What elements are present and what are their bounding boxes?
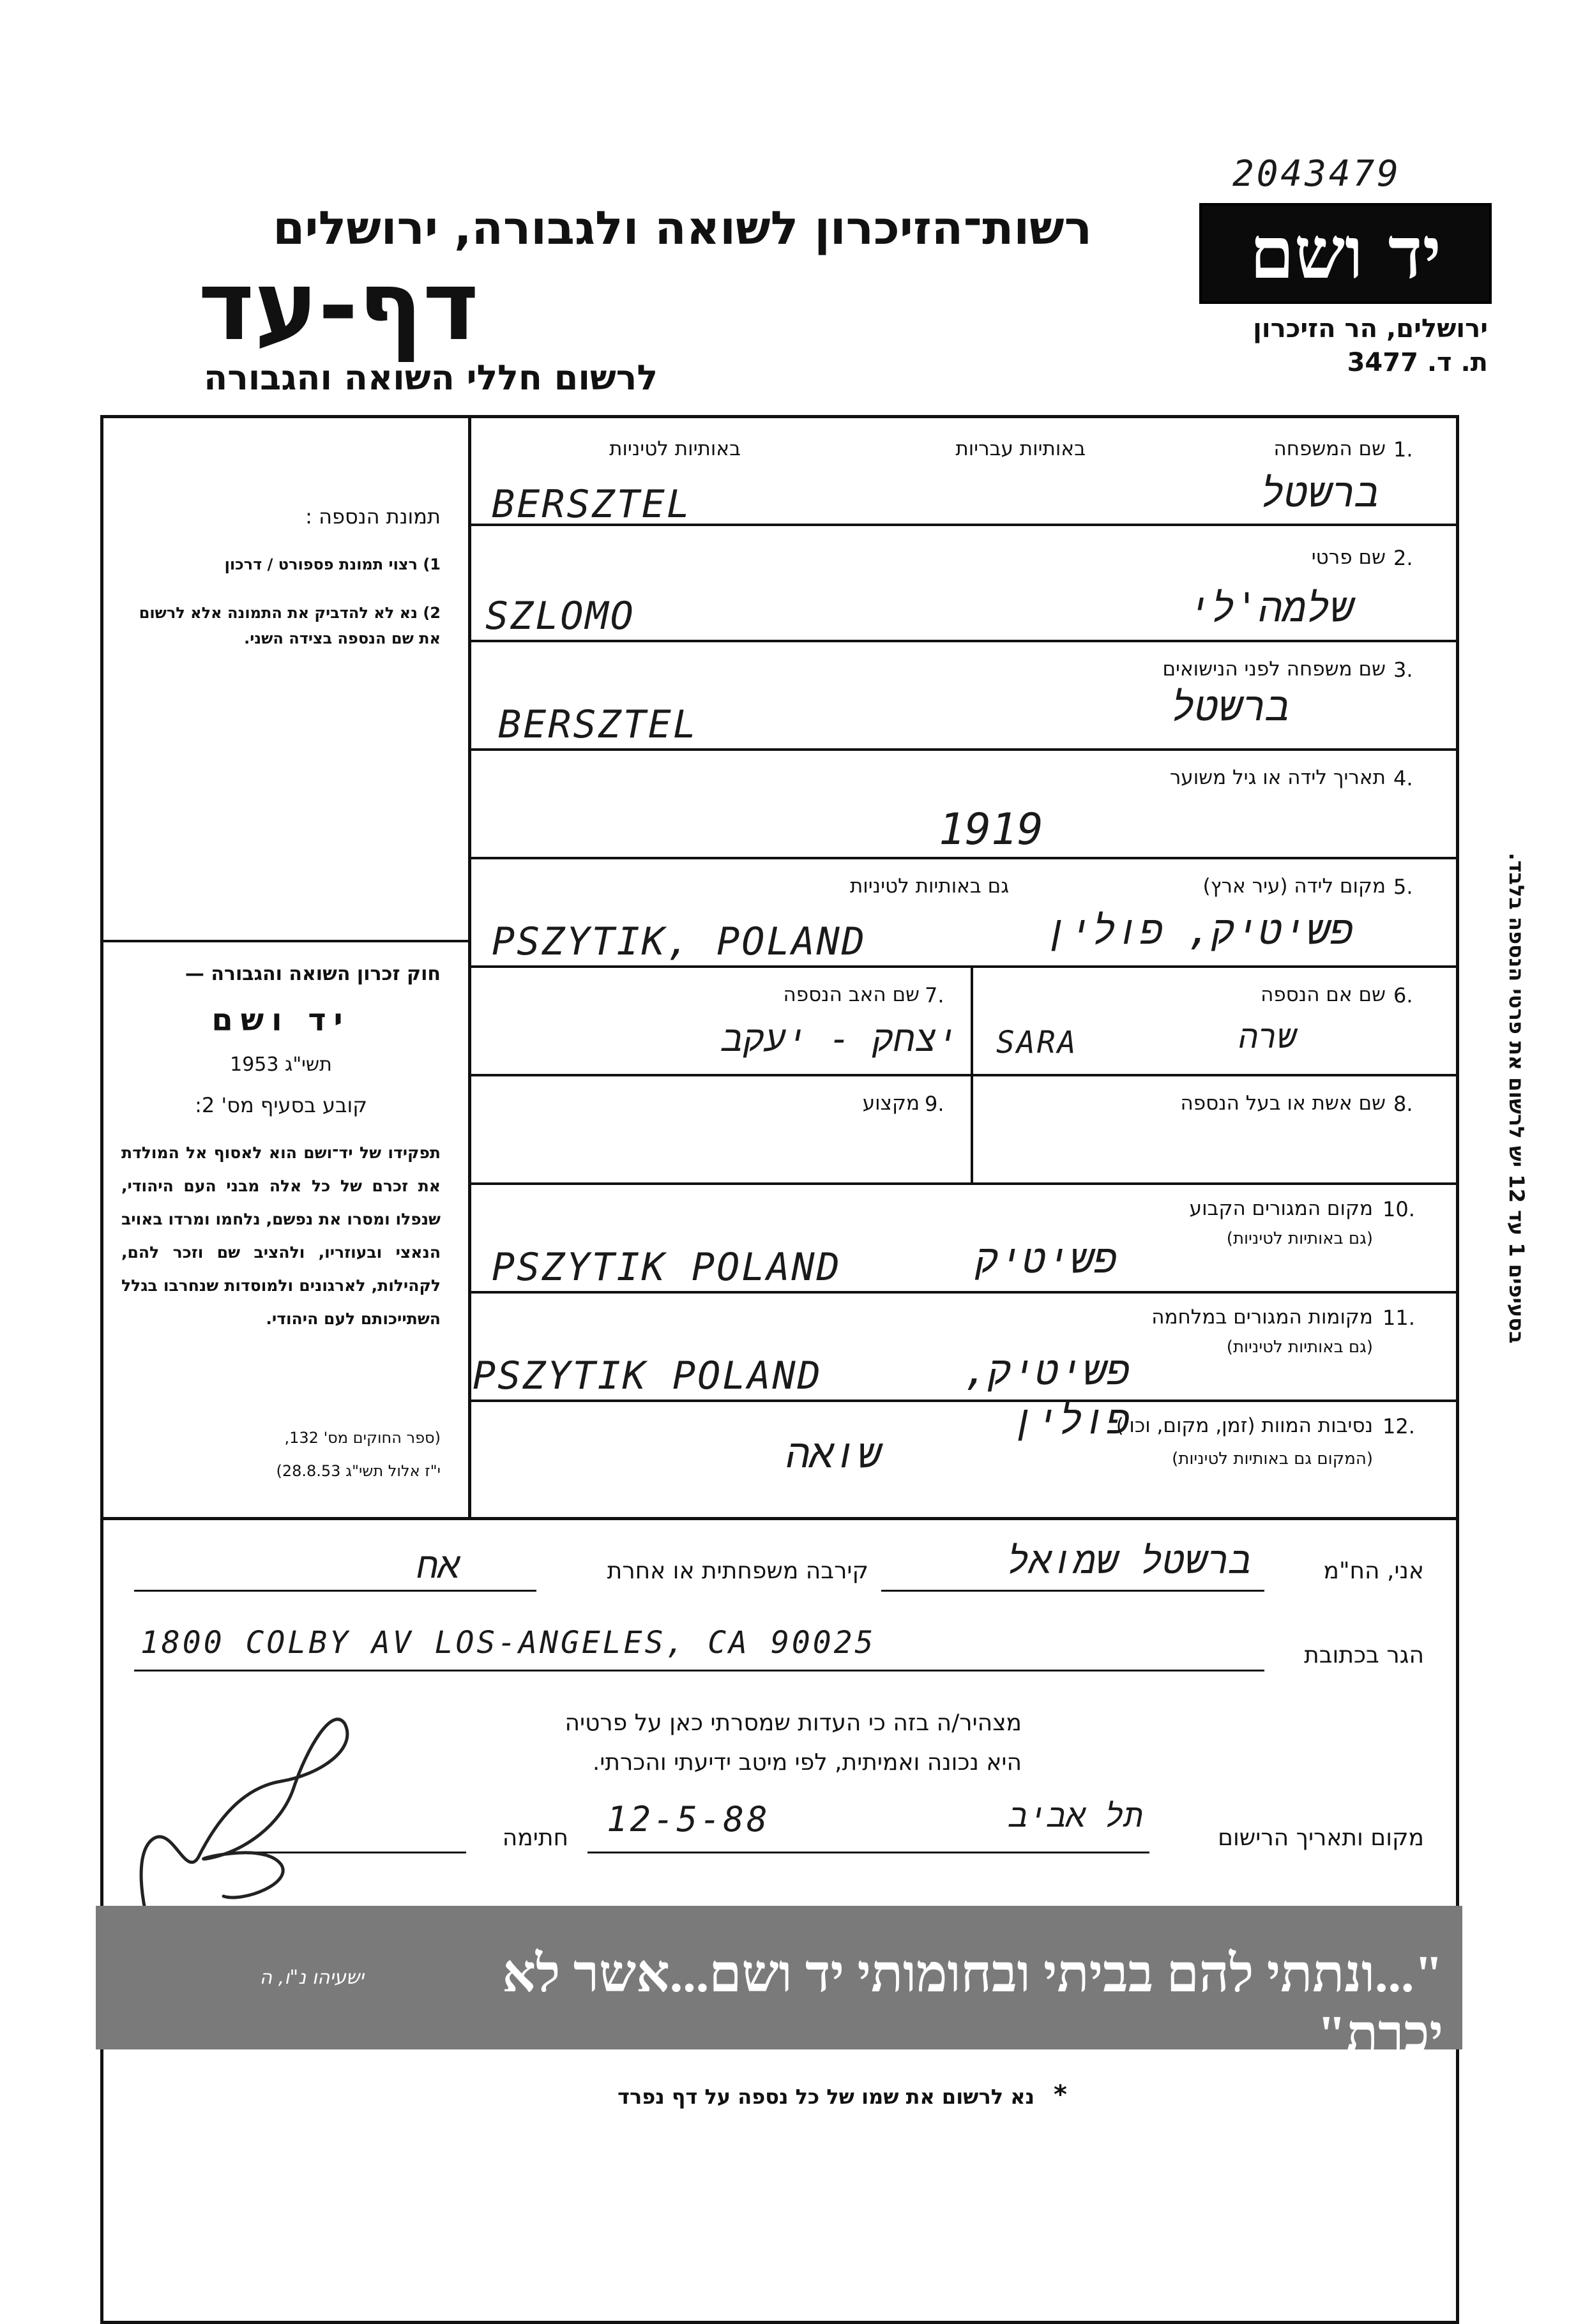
- field-8-number: 8.: [1393, 1092, 1413, 1116]
- photo-law-divider: [100, 940, 471, 942]
- page-subtitle: לרשום חללי השואה והגבורה: [204, 358, 658, 398]
- banner-quote: "...ונתתי להם בביתי ובחומותי יד ושם...אשר לא יכרת": [502, 1945, 1443, 2063]
- address-underline: [134, 1670, 1264, 1671]
- field-10-note: (גם באותיות לטיניות): [1226, 1229, 1373, 1248]
- field-8-value[interactable]: [996, 1130, 1379, 1168]
- field-5-note: גם באותיות לטיניות: [849, 875, 1009, 898]
- row-divider: [468, 965, 1459, 968]
- field-4-value[interactable]: 1919: [939, 804, 1043, 855]
- field-9-label: מקצוע: [862, 1092, 920, 1115]
- side-note: בסעיפים 1 עד 12 יש לרשום את פרטי הנספה בלבד.: [1504, 852, 1529, 1344]
- field-10-value-latin[interactable]: PSZYTIK POLAND: [492, 1245, 842, 1290]
- field-2-number: 2.: [1393, 546, 1413, 570]
- row-split-vertical: [971, 965, 973, 1182]
- field-6-number: 6.: [1393, 983, 1413, 1007]
- declarant-name-value[interactable]: ברשטל שמואל: [1007, 1539, 1252, 1582]
- row-divider: [468, 748, 1459, 751]
- field-8-label: שם אשת או בעל הנספה: [1180, 1092, 1386, 1115]
- banner-source: ישעיהו נ"ו, ה: [259, 1966, 364, 1989]
- row-divider: [468, 1074, 1459, 1076]
- field-10-number: 10.: [1383, 1197, 1415, 1221]
- date-value[interactable]: 12-5-88: [607, 1799, 770, 1839]
- signature-label: חתימה: [502, 1825, 568, 1851]
- logo-text: יד ושם: [1249, 211, 1442, 295]
- row-divider: [468, 857, 1459, 859]
- field-11-number: 11.: [1383, 1306, 1415, 1330]
- field-12-label: נסיבות המוות (זמן, מקום, וכו'): [1116, 1414, 1373, 1437]
- place-date-label: מקום ותאריך הרישום: [1218, 1825, 1424, 1851]
- field-4-number: 4.: [1393, 766, 1413, 790]
- law-line-4: קובע בסעיף מס' 2:: [195, 1093, 367, 1117]
- field-5-value-hebrew[interactable]: פשיטיק, פולין: [1045, 907, 1354, 953]
- document-number: 2043479: [1232, 153, 1402, 195]
- field-11-value-latin[interactable]: PSZYTIK POLAND: [473, 1354, 822, 1398]
- field-9-number: 9.: [925, 1092, 944, 1116]
- law-line-2: יד ושם: [211, 1002, 351, 1038]
- fields-bottom-divider: [100, 1517, 1459, 1520]
- row-divider: [468, 1291, 1459, 1294]
- field-7-number: 7.: [925, 983, 944, 1007]
- field-6-label: שם אם הנספה: [1261, 983, 1386, 1006]
- field-2-value-hebrew[interactable]: שלמה'לי: [1187, 584, 1354, 631]
- row-divider: [468, 640, 1459, 642]
- place-date-underline: [587, 1852, 1149, 1853]
- field-12-note: (המקום גם באותיות לטיניות): [1172, 1449, 1373, 1468]
- field-4-label: תאריך לידה או גיל משוער: [1169, 766, 1386, 789]
- organization-line: רשות־הזיכרון לשואה ולגבורה, ירושלים: [273, 201, 1092, 255]
- photo-box-item-1: 1) רצוי תמונת פספורט / דרכון: [224, 555, 441, 573]
- relation-label: קירבה משפחתית או אחרת: [607, 1558, 868, 1584]
- field-2-value-latin[interactable]: SZLOMO: [485, 594, 635, 638]
- field-1-col-latin: באותיות לטיניות: [609, 437, 741, 460]
- field-11-note: (גם באותיות לטיניות): [1226, 1338, 1373, 1357]
- law-footnote-2: י"ז אלול תשי"ג 28.8.53): [276, 1462, 441, 1480]
- field-12-number: 12.: [1383, 1414, 1415, 1438]
- quote-banner: [96, 1906, 1462, 2063]
- photo-box-item-2: 2) נא לא להדביק את התמונה אלא לרשום את שם הנספה בצידה השני.: [139, 604, 441, 647]
- field-10-label: מקום המגורים הקבוע: [1189, 1197, 1373, 1220]
- yad-vashem-logo: [1199, 203, 1492, 304]
- field-6-value-hebrew[interactable]: שרה: [1238, 1018, 1296, 1055]
- photo-box-title: תמונת הנספה :: [305, 504, 441, 529]
- relation-underline: [134, 1590, 536, 1592]
- field-5-label: מקום לידה (עיר ארץ): [1202, 875, 1386, 898]
- row-divider: [468, 1182, 1459, 1185]
- footer-asterisk: *: [1054, 2080, 1067, 2109]
- field-5-value-latin[interactable]: PSZYTIK, POLAND: [492, 919, 867, 964]
- field-11-label: מקומות המגורים במלחמה: [1151, 1306, 1373, 1329]
- declarant-label: אני, הח"מ: [1323, 1558, 1424, 1584]
- field-3-label: שם משפחה לפני הנישואים: [1162, 658, 1386, 681]
- statement-line-2: היא נכונה ואמיתית, לפי מיטב ידיעתי והכרתי.: [592, 1749, 1022, 1776]
- field-1-value-hebrew[interactable]: ברשטל: [1260, 469, 1379, 516]
- relation-value[interactable]: אח: [416, 1545, 460, 1587]
- place-value[interactable]: תל אביב: [1008, 1797, 1143, 1834]
- field-3-value-latin[interactable]: BERSZTEL: [498, 702, 698, 747]
- field-1-label: שם המשפחה: [1273, 437, 1386, 460]
- field-3-number: 3.: [1393, 658, 1413, 682]
- law-line-1: חוק זכרון השואה והגבורה —: [185, 963, 441, 985]
- footer-note: נא לרשום את שמו של כל נספה על דף נפרד: [618, 2085, 1034, 2109]
- address-line-1: ירושלים, הר הזיכרון: [1253, 314, 1488, 343]
- address-line-2: ת. ד. 3477: [1347, 348, 1488, 377]
- law-body: תפקידו של יד־ושם הוא לאסוף אל המולדת את זכרם של כל אלה מבני העם היהודי, שנפלו ומסרו את נפשם, נלחמו ומרדו באויב הנאצי ובעוזריו, ולהציב שם וזכר להם, לקהילות, לארגונים ולמוסדות שנחרבו בגלל השתייכותם לעם היהודי.: [121, 1143, 441, 1328]
- address-label: הגר בכתובת: [1304, 1642, 1424, 1668]
- statement-line-1: מצהיר/ה בזה כי העדות שמסרתי כאן על פרטיה: [564, 1710, 1022, 1736]
- field-12-value-hebrew[interactable]: שואה: [786, 1430, 881, 1477]
- field-11-value-hebrew[interactable]: פשיטיק, פולין: [964, 1347, 1130, 1443]
- law-footnote-1: (ספר החוקים מס' 132,: [284, 1429, 441, 1447]
- field-1-value-latin[interactable]: BERSZTEL: [492, 482, 692, 527]
- field-7-value-hebrew[interactable]: יצחק - יעקב: [722, 1018, 958, 1060]
- field-3-value-hebrew[interactable]: ברשטל: [1171, 683, 1290, 730]
- law-line-3: תשי"ג 1953: [230, 1053, 332, 1076]
- field-7-label: שם האב הנספה: [783, 983, 920, 1006]
- field-1-number: 1.: [1393, 437, 1413, 462]
- field-10-value-hebrew[interactable]: פשיטיק: [974, 1235, 1118, 1282]
- page-title: דף-עד: [198, 251, 479, 362]
- field-1-col-hebrew: באותיות עבריות: [955, 437, 1086, 460]
- field-2-label: שם פרטי: [1311, 546, 1386, 569]
- address-value[interactable]: 1800 COLBY AV LOS-ANGELES, CA 90025: [140, 1625, 876, 1661]
- field-5-number: 5.: [1393, 875, 1413, 899]
- field-6-value-latin[interactable]: SARA: [996, 1025, 1078, 1060]
- declarant-underline: [881, 1590, 1264, 1592]
- field-9-value[interactable]: [498, 1130, 945, 1168]
